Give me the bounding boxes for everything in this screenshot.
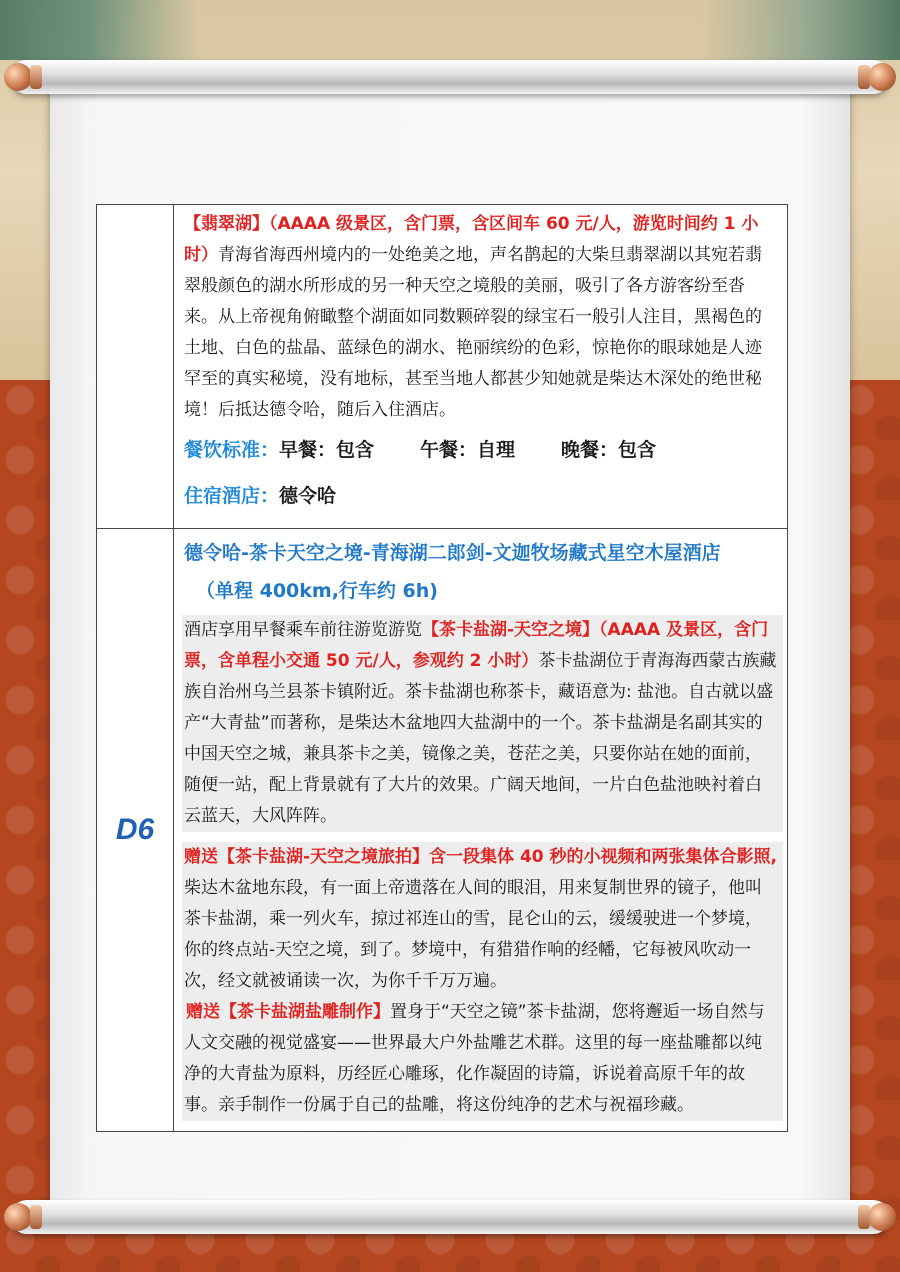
gift-sculpture-description: 置身于“天空之镜”茶卡盐湖，您将邂逅一场自然与人文交融的视觉盛宴——世界最大户外盐雕艺术群。这里的每一座盐雕都以纯净的大青盐为原料，历经匠心雕琢，化作凝固的诗篇，诉说着高原千年的故事。亲手制作一份属于自己的盐雕，将这份纯净的艺术与祝福珍藏。 xyxy=(184,1002,765,1115)
rod-knob-left-icon xyxy=(4,1203,32,1231)
gift-sculpture-title: 赠送【茶卡盐湖盐雕制作】 xyxy=(186,1002,390,1022)
content-cell xyxy=(174,529,788,1132)
gift-photo-title: 赠送【茶卡盐湖-天空之境旅拍】含一段集体 40 秒的小视频和两张集体合影照, xyxy=(184,847,778,867)
rod-ring-left xyxy=(30,1205,42,1229)
lunch-info: 午餐：自理 xyxy=(420,439,516,461)
jade-lake-paragraph xyxy=(184,209,777,426)
day-cell-empty xyxy=(97,205,174,529)
day-label: D6 xyxy=(115,813,155,846)
breakfast-info: 早餐：包含 xyxy=(279,439,375,461)
gift-sculpture-paragraph xyxy=(182,997,783,1121)
itinerary-table xyxy=(96,204,788,1132)
jade-lake-description: 青海省海西州境内的一处绝美之地，声名鹊起的大柴旦翡翠湖以其宛若翡翠般颜色的湖水所形成的另一种天空之境般的美丽，吸引了各方游客纷至沓来。从上帝视角俯瞰整个湖面如同数颗碎裂的绿宝石一般引人注目，黑褐色的土地、白色的盐晶、蓝绿色的湖水、艳丽缤纷的色彩，惊艳你的眼球她是人迹罕至的真实秘境，没有地标，甚至当地人都甚少知她就是柴达木深处的绝世秘境！后抵达德令哈，随后入住酒店。 xyxy=(184,245,762,420)
jade-lake-title: 【翡翠湖】（AAAA 级景区，含门票，含区间车 60 元/人，游览时间约 1 小时） xyxy=(184,214,759,265)
day-cell xyxy=(97,529,174,1132)
chaka-lead: 酒店享用早餐乘车前往游览游览 xyxy=(184,620,422,640)
dinner-info: 晚餐：包含 xyxy=(561,439,657,461)
gift-photo-description: 柴达木盆地东段，有一面上帝遗落在人间的眼泪，用来复制世界的镜子，他叫茶卡盐湖，乘一列火车，掠过祁连山的雪，昆仑山的云，缓缓驶进一个梦境，你的终点站-天空之境，到了。梦境中，有猎猎作响的经幡，它每被风吹动一次，经文就被诵读一次，为你千千万万遍。 xyxy=(184,878,762,991)
hotel-info xyxy=(184,474,777,518)
chaka-description: 茶卡盐湖位于青海海西蒙古族藏族自治州乌兰县茶卡镇附近。茶卡盐湖也称茶卡，藏语意为: 盐池。自古就以盛产“大青盐”而著称，是柴达木盆地四大盐湖中的一个。茶卡盐湖是名副其实的中国天空之城，兼具茶卡之美，镜像之美，苍茫之美，只要你站在她的面前，随便一站，配上背景就有了大片的效果。广阔天地间，一片白色盐池映衬着白云蓝天，大风阵阵。 xyxy=(184,651,777,826)
content-cell xyxy=(174,205,788,529)
scroll-rod-top xyxy=(10,60,890,94)
rod-knob-left-icon xyxy=(4,63,32,91)
rod-knob-right-icon xyxy=(868,63,896,91)
rod-ring-left xyxy=(30,65,42,89)
chaka-paragraph xyxy=(182,615,783,832)
rod-knob-right-icon xyxy=(868,1203,896,1231)
chaka-title: 【茶卡盐湖-天空之境】（AAAA 及景区，含门票，含单程小交通 50 元/人，参观约 2 小时） xyxy=(184,620,769,671)
route-subtitle: （单程 400km,行车约 6h) xyxy=(196,580,438,602)
scroll-rod-bottom xyxy=(10,1200,890,1234)
hotel-name: 德令哈 xyxy=(279,485,337,507)
route-title: 德令哈-茶卡天空之境-青海湖二郎剑-文迦牧场藏式星空木屋酒店 xyxy=(184,542,721,564)
hotel-label: 住宿酒店： xyxy=(184,485,280,507)
table-row xyxy=(97,529,788,1132)
table-row xyxy=(97,205,788,529)
meal-label: 餐饮标准： xyxy=(184,439,280,461)
gift-photo-paragraph xyxy=(182,842,783,997)
meal-standard xyxy=(184,426,777,474)
